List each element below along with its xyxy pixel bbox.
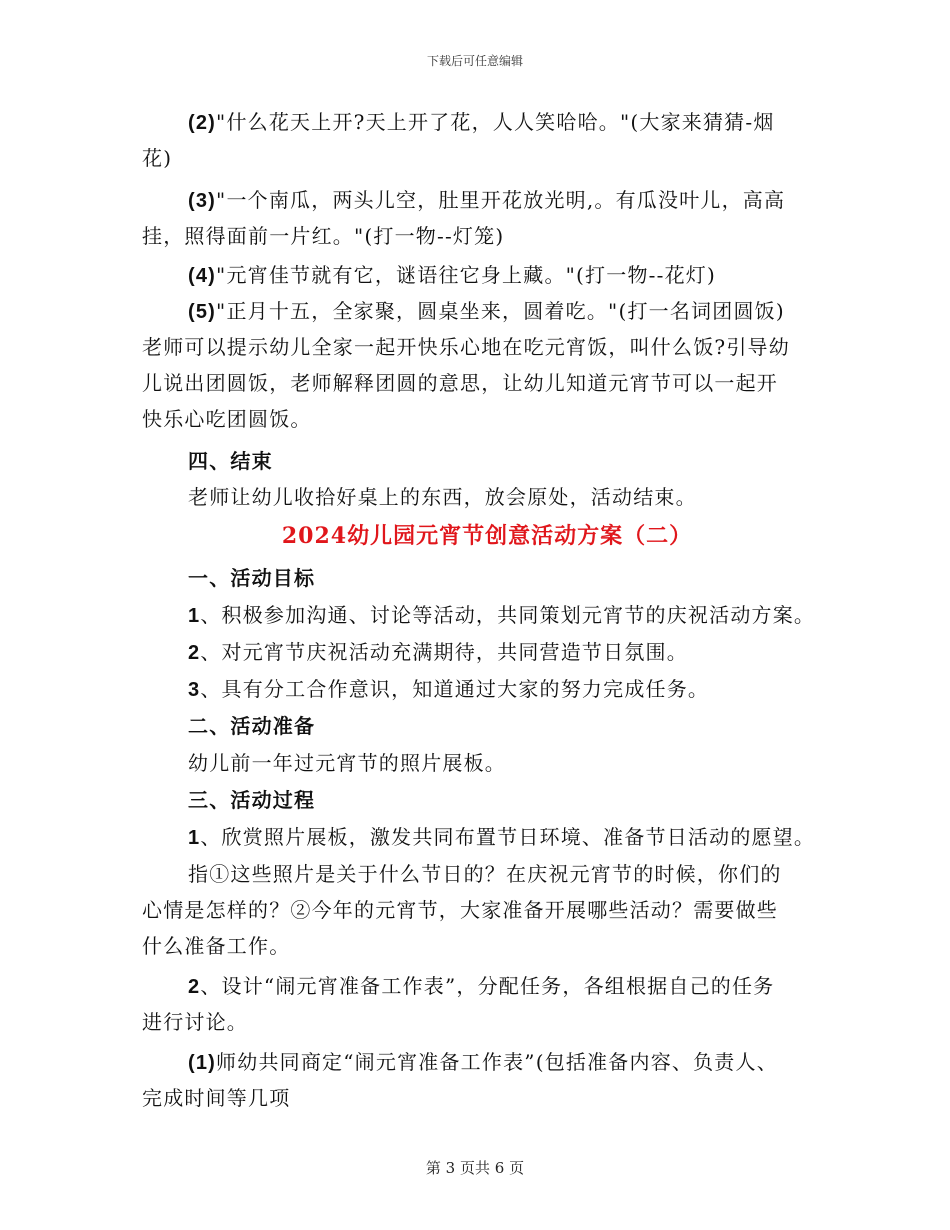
goal-item-3 [188,675,709,704]
riddle-3-line-2: 挂，照得面前一片红。"(打一物--灯笼) [142,224,505,248]
riddle-number: (4) [188,265,217,287]
goal-item-2 [188,638,688,667]
document-title: 2024幼儿园元宵节创意活动方案（二） [281,523,693,549]
step-text: 、欣赏照片展板，激发共同布置节日环境、准备节日活动的愿望。 [200,825,816,849]
step-number: 2 [188,976,201,998]
goal-text: 、对元宵节庆祝活动充满期待，共同营造节日氛围。 [200,640,688,664]
goal-text: 、积极参加沟通、讨论等活动，共同策划元宵节的庆祝活动方案。 [200,603,816,627]
riddle-text: "元宵佳节就有它，谜语往它身上藏。"(打一物--花灯) [216,263,716,287]
section-heading-end: 四、结束 [188,449,273,473]
riddle-number: (2) [188,112,217,134]
sub-step-number: (1) [188,1052,217,1074]
step-2-sub-line-2: 完成时间等几项 [142,1086,291,1110]
section-heading-process: 三、活动过程 [188,788,316,812]
riddle-2-line-1 [188,108,775,137]
riddle-number: (3) [188,190,217,212]
riddle-2-line-2: 花) [142,146,173,170]
riddle-text: "一个南瓜，两头儿空，肚里开花放光明,。有瓜没叶儿，高高 [216,188,786,212]
sub-step-text: 师幼共同商定“闹元宵准备工作表”(包括准备内容、负责人、 [216,1050,778,1074]
step-2-line-2: 进行讨论。 [142,1010,248,1034]
goal-number: 3 [188,679,201,701]
step-1-detail-line-1: 指①这些照片是关于什么节日的？在庆祝元宵节的时候，你们的 [188,862,782,886]
riddle-number: (5) [188,301,217,323]
step-2-sub-line-1 [188,1048,778,1077]
goal-number: 2 [188,642,201,664]
riddle-3-line-1 [188,186,785,215]
goal-item-1 [188,601,815,630]
step-2-line-1 [188,972,774,1001]
page-header-note: 下载后可任意编辑 [426,54,523,68]
riddle-text: "正月十五，全家聚，圆桌坐来，圆着吃。"(打一名词团圆饭) [216,299,785,323]
riddle-text: "什么花天上开?天上开了花，人人笑哈哈。"(大家来猜猜-烟 [216,110,775,134]
step-1-detail-line-3: 什么准备工作。 [142,934,291,958]
section-heading-prep: 二、活动准备 [188,714,316,738]
section-end-text: 老师让幼儿收拾好桌上的东西，放会原处，活动结束。 [188,485,697,509]
goal-text: 、具有分工合作意识，知道通过大家的努力完成任务。 [200,677,710,701]
riddle-4-line [188,261,716,290]
explain-line-3: 快乐心吃团圆饭。 [142,407,312,431]
section-heading-goals: 一、活动目标 [188,566,316,590]
goal-number: 1 [188,605,201,627]
step-number: 1 [188,827,201,849]
page-number: 第 3 页共 6 页 [425,1159,525,1177]
riddle-5-line [188,297,785,326]
explain-line-2: 儿说出团圆饭，老师解释团圆的意思，让幼儿知道元宵节可以一起开 [142,371,778,395]
step-text: 、设计“闹元宵准备工作表”，分配任务，各组根据自己的任务 [200,974,775,998]
step-1 [188,823,815,852]
explain-line-1: 老师可以提示幼儿全家一起开快乐心地在吃元宵饭，叫什么饭?引导幼 [142,335,790,359]
step-1-detail-line-2: 心情是怎样的？②今年的元宵节，大家准备开展哪些活动？需要做些 [142,898,778,922]
prep-text: 幼儿前一年过元宵节的照片展板。 [188,751,506,775]
